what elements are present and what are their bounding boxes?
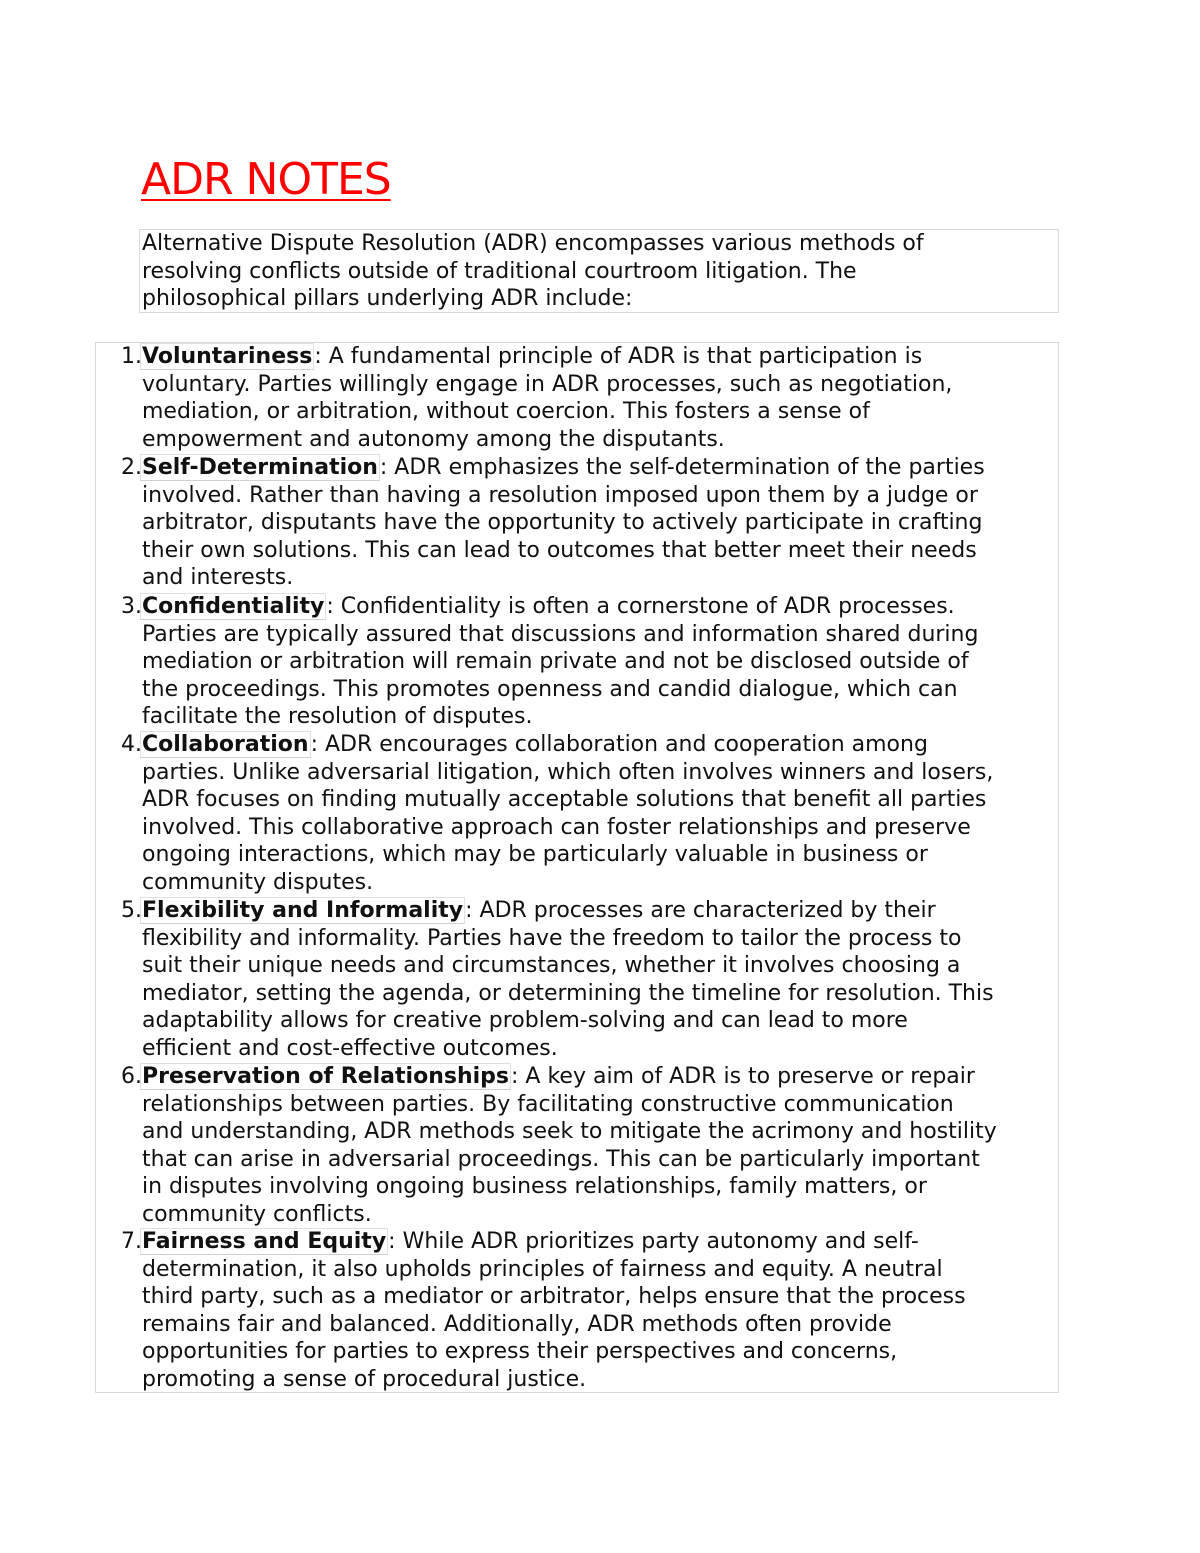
principle-text: Parties are typically assured that discussions and information shared during (142, 621, 979, 647)
intro-paragraph (139, 229, 1059, 313)
principle-text: determination, it also upholds principles of fairness and equity. A neutral (142, 1256, 943, 1282)
principle-text: adaptability allows for creative problem-solving and can lead to more (142, 1008, 908, 1034)
principle-text: efficient and cost-effective outcomes. (142, 1035, 558, 1061)
principle-text: in disputes involving ongoing business relationships, family matters, or (142, 1174, 927, 1200)
list-item-number: 2. (121, 455, 142, 480)
principle-text: involved. This collaborative approach can foster relationships and preserve (142, 814, 971, 840)
principle-text: : While ADR prioritizes party autonomy and self- (388, 1229, 919, 1254)
list-item-number: 3. (121, 594, 142, 619)
principle-text: : A key aim of ADR is to preserve or repair (511, 1064, 975, 1089)
list-item-number: 5. (121, 898, 142, 923)
page-title: ADR NOTES (141, 154, 391, 205)
list-item-number: 1. (121, 344, 142, 369)
principle-text: : ADR encourages collaboration and cooperation among (310, 732, 928, 757)
principle-text: and understanding, ADR methods seek to mitigate the acrimony and hostility (142, 1119, 997, 1145)
principle-term: Self-Determination (142, 455, 378, 480)
principle-text: voluntary. Parties willingly engage in ADR processes, such as negotiation, (142, 371, 953, 397)
principle-text: arbitrator, disputants have the opportunity to actively participate in crafting (142, 510, 983, 536)
principle-term: Fairness and Equity (142, 1229, 387, 1254)
principle-text: suit their unique needs and circumstances, whether it involves choosing a (142, 953, 961, 979)
principles-list (95, 342, 1059, 1393)
principle-text: the proceedings. This promotes openness and candid dialogue, which can (142, 676, 958, 702)
principle-text: and interests. (142, 565, 294, 591)
principle-text: empowerment and autonomy among the disputants. (142, 426, 725, 452)
principle-text: that can arise in adversarial proceedings. This can be particularly important (142, 1146, 980, 1172)
principle-term: Collaboration (142, 732, 309, 757)
principle-text: : ADR processes are characterized by their (465, 898, 936, 923)
principle-text: : Confidentiality is often a cornerstone of ADR processes. (326, 594, 955, 619)
intro-line: resolving conflicts outside of traditional courtroom litigation. The (142, 258, 857, 284)
intro-line: Alternative Dispute Resolution (ADR) encompasses various methods of (142, 231, 924, 256)
principle-text: parties. Unlike adversarial litigation, which often involves winners and losers, (142, 759, 994, 785)
list-item-number: 6. (121, 1064, 142, 1089)
principle-text: mediation or arbitration will remain private and not be disclosed outside of (142, 649, 969, 675)
list-item-number: 7. (121, 1229, 142, 1254)
principle-text: ongoing interactions, which may be particularly valuable in business or (142, 842, 928, 868)
list-item-number: 4. (121, 732, 142, 757)
intro-line: philosophical pillars underlying ADR include: (142, 286, 633, 311)
principle-text: third party, such as a mediator or arbitrator, helps ensure that the process (142, 1284, 966, 1310)
principle-text: mediation, or arbitration, without coercion. This fosters a sense of (142, 399, 870, 425)
principle-text: remains fair and balanced. Additionally, ADR methods often provide (142, 1311, 892, 1337)
principle-text: opportunities for parties to express their perspectives and concerns, (142, 1339, 898, 1365)
principle-term: Preservation of Relationships (142, 1064, 510, 1089)
principle-text: facilitate the resolution of disputes. (142, 704, 533, 730)
principle-text: community conflicts. (142, 1201, 372, 1227)
principle-text: promoting a sense of procedural justice. (142, 1366, 587, 1392)
principle-text: mediator, setting the agenda, or determining the timeline for resolution. This (142, 980, 994, 1006)
principle-text: flexibility and informality. Parties have the freedom to tailor the process to (142, 925, 962, 951)
principle-text: : A fundamental principle of ADR is that participation is (314, 344, 923, 369)
principle-text: ADR focuses on finding mutually acceptable solutions that benefit all parties (142, 787, 987, 813)
principle-term: Confidentiality (142, 594, 325, 619)
principle-term: Flexibility and Informality (142, 898, 464, 923)
principle-text: : ADR emphasizes the self-determination of the parties (379, 455, 985, 480)
principle-text: community disputes. (142, 869, 374, 895)
principle-text: relationships between parties. By facilitating constructive communication (142, 1091, 954, 1117)
principle-text: involved. Rather than having a resolution imposed upon them by a judge or (142, 482, 978, 508)
principle-term: Voluntariness (142, 344, 313, 369)
principle-text: their own solutions. This can lead to outcomes that better meet their needs (142, 537, 977, 563)
